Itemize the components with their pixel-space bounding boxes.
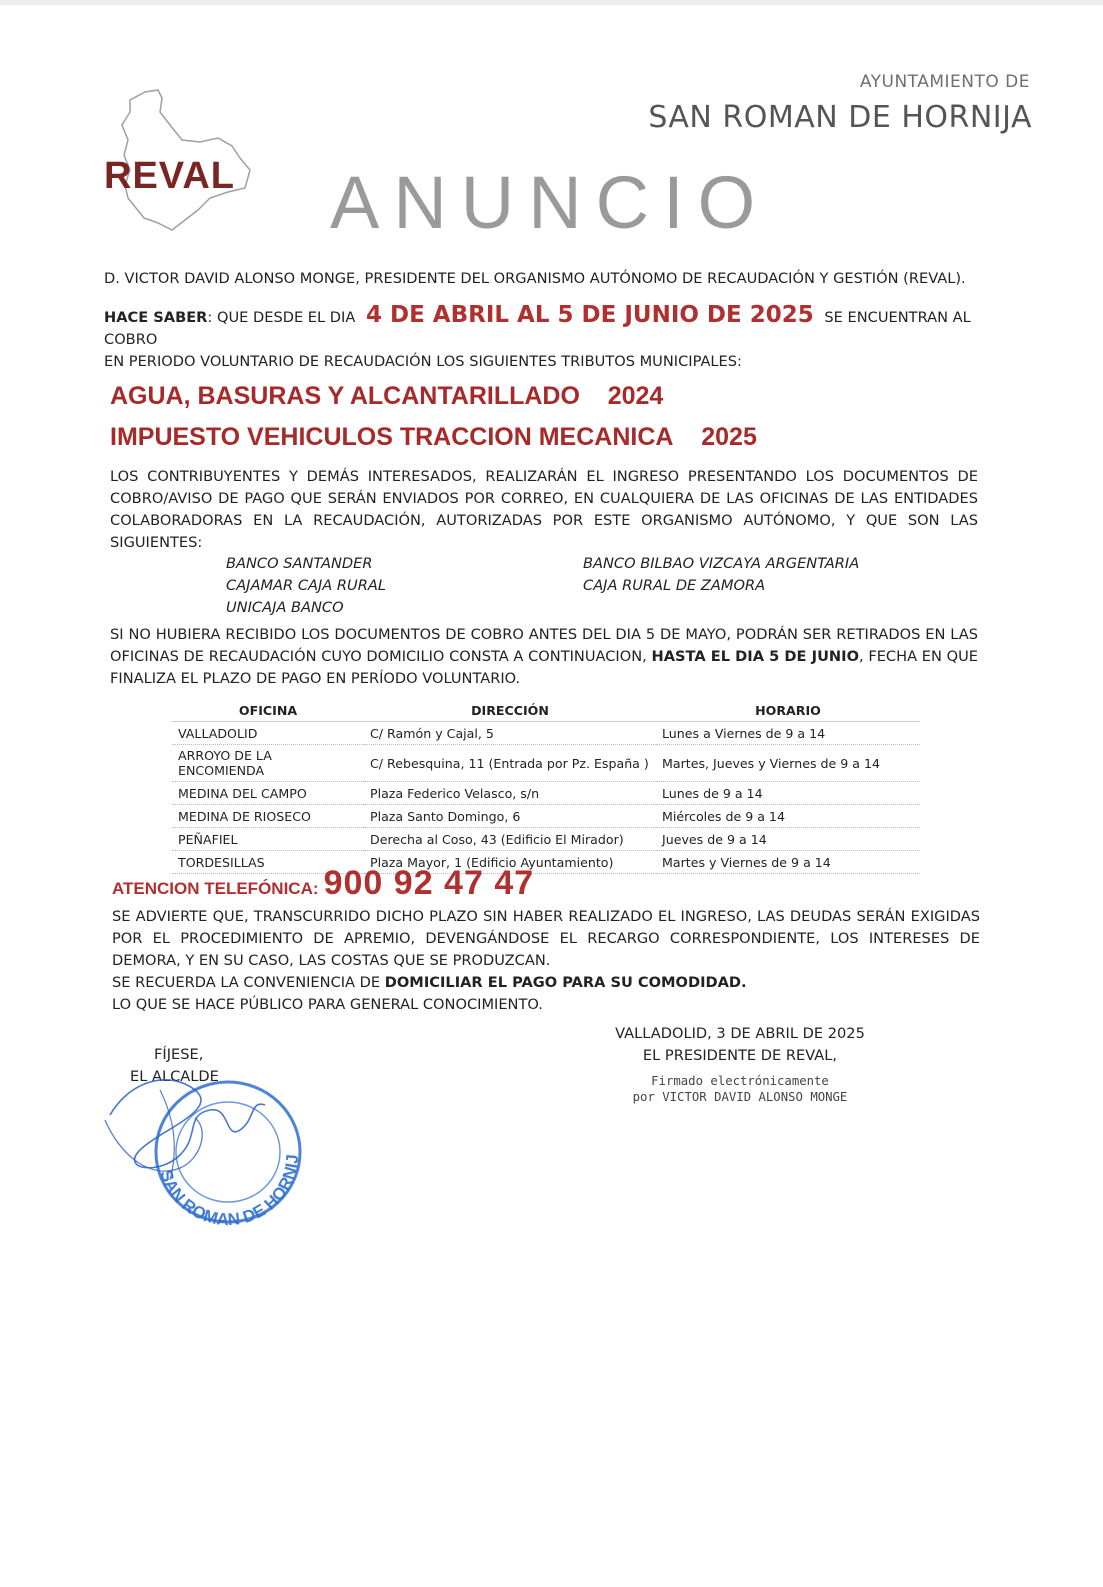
- municipality-prefix: AYUNTAMIENTO DE: [859, 72, 1030, 92]
- signature-block: [580, 1023, 900, 1105]
- sign-role: EL PRESIDENTE DE REVAL,: [642, 1047, 838, 1064]
- office-name: VALLADOLID: [172, 722, 364, 745]
- col-header-horario: HORARIO: [656, 700, 920, 722]
- contribuyentes-paragraph: LOS CONTRIBUYENTES Y DEMÁS INTERESADOS, REALIZARÁN EL INGRESO PRESENTANDO LOS DOCUMENTOS DE COBRO/AVISO DE PAGO QUE SERÁN ENVIADOS POR CORREO, EN CUALQUIERA DE LAS OFICINAS DE LAS ENTIDADES COLABORADORAS EN LA RECAUDACIÓN, AUTORIZADAS POR ESTE ORGANISMO AUTÓNOMO, Y QUE SON LAS SIGUIENTES:: [110, 468, 978, 551]
- no-recibido-paragraph: [110, 624, 978, 690]
- page-top-strip: [0, 0, 1103, 5]
- office-name: MEDINA DE RIOSECO: [172, 805, 364, 828]
- logo-text: REVAL: [104, 155, 235, 197]
- municipality-name: SAN ROMAN DE HORNIJA: [648, 100, 1032, 135]
- phone-label: ATENCION TELEFÓNICA:: [112, 879, 319, 898]
- bank-name: BANCO SANTANDER: [226, 555, 373, 572]
- office-address: Derecha al Coso, 43 (Edificio El Mirador): [364, 828, 656, 851]
- second-line: EN PERIODO VOLUNTARIO DE RECAUDACIÓN LOS SIGUIENTES TRIBUTOS MUNICIPALES:: [104, 353, 742, 370]
- office-address: C/ Rebesquina, 11 (Entrada por Pz. España ): [364, 745, 656, 782]
- advierte-block: [112, 906, 980, 1016]
- alcalde-line: EL ALCALDE: [130, 1068, 219, 1085]
- bank-name: BANCO BILBAO VIZCAYA ARGENTARIA: [583, 555, 860, 572]
- province-map-icon: [100, 80, 260, 240]
- after-period-text: SE ENCUENTRAN AL COBRO: [104, 309, 971, 348]
- page-title: ANUNCIO: [330, 161, 770, 244]
- office-name: ARROYO DE LA ENCOMIENDA: [172, 745, 364, 782]
- tax-name: IMPUESTO VEHICULOS TRACCION MECANICA: [110, 423, 674, 451]
- tax-item-2: [110, 423, 757, 452]
- no-recibido-text: SI NO HUBIERA RECIBIDO LOS DOCUMENTOS DE COBRO ANTES DEL DIA 5 DE MAYO, PODRÁN SER RETIRADOS EN LAS OFICINAS DE RECAUDACIÓN CUYO DOMICILIO CONSTA A CONTINUACION,: [110, 626, 978, 665]
- office-name: MEDINA DEL CAMPO: [172, 782, 364, 805]
- office-hours: Lunes a Viernes de 9 a 14: [656, 722, 920, 745]
- hace-saber-label: HACE SABER: [104, 309, 208, 326]
- sign-electronic-1: Firmado electrónicamente: [651, 1074, 829, 1088]
- collection-period: 4 DE ABRIL AL 5 DE JUNIO DE 2025: [365, 302, 814, 328]
- office-hours: Jueves de 9 a 14: [656, 828, 920, 851]
- table-row: [172, 782, 920, 805]
- tax-item-1: [110, 382, 663, 411]
- president-line: D. VICTOR DAVID ALONSO MONGE, PRESIDENTE DEL ORGANISMO AUTÓNOMO DE RECAUDACIÓN Y GESTIÓN (REVAL).: [104, 270, 966, 287]
- publico-line: LO QUE SE HACE PÚBLICO PARA GENERAL CONOCIMIENTO.: [112, 996, 543, 1013]
- office-hours: Martes, Jueves y Viernes de 9 a 14: [656, 745, 920, 782]
- phone-line: [112, 864, 534, 903]
- bank-column-left: [226, 553, 386, 619]
- deadline-bold: HASTA EL DIA 5 DE JUNIO: [651, 648, 859, 665]
- table-row: [172, 722, 920, 745]
- stamp-seal-icon: [100, 1060, 310, 1230]
- table-header-row: [172, 700, 920, 722]
- table-row: [172, 828, 920, 851]
- hace-saber-rest: : QUE DESDE EL DIA: [207, 309, 356, 326]
- tax-year: 2024: [607, 382, 664, 410]
- office-hours: Lunes de 9 a 14: [656, 782, 920, 805]
- hace-saber-paragraph: [104, 304, 1004, 373]
- recuerda-text: SE RECUERDA LA CONVENIENCIA DE: [112, 974, 381, 991]
- stamp-ring-text: SAN ROMAN DE HORNIJ: [156, 1153, 303, 1230]
- office-name: TORDESILLAS: [172, 851, 364, 874]
- municipal-stamp: [100, 1060, 310, 1230]
- office-address: Plaza Federico Velasco, s/n: [364, 782, 656, 805]
- phone-number: 900 92 47 47: [323, 864, 535, 902]
- bank-name: CAJAMAR CAJA RURAL: [226, 577, 386, 594]
- sign-electronic-2: por VICTOR DAVID ALONSO MONGE: [632, 1090, 848, 1104]
- tax-year: 2025: [701, 423, 757, 451]
- bank-column-right: [583, 553, 859, 597]
- fijese-line: FÍJESE,: [154, 1046, 204, 1063]
- bank-name: CAJA RURAL DE ZAMORA: [583, 577, 766, 594]
- domiciliar-bold: DOMICILIAR EL PAGO PARA SU COMODIDAD.: [384, 974, 747, 991]
- table-row: [172, 805, 920, 828]
- offices-table: [172, 700, 920, 874]
- no-recibido-text-end: , FECHA EN QUE FINALIZA EL PLAZO DE PAGO EN PERÍODO VOLUNTARIO.: [110, 648, 978, 687]
- advierte-text: SE ADVIERTE QUE, TRANSCURRIDO DICHO PLAZO SIN HABER REALIZADO EL INGRESO, LAS DEUDAS SERÁN EXIGIDAS POR EL PROCEDIMIENTO DE APREMIO, DEVENGÁNDOSE EL RECARGO CORRESPONDIENTE, LOS INTERESES DE DEMORA, Y EN SU CASO, LAS COSTAS QUE SE PRODUZCAN.: [112, 908, 980, 969]
- recuerda-line: [112, 972, 980, 994]
- bank-name: UNICAJA BANCO: [226, 599, 344, 616]
- col-header-oficina: OFICINA: [172, 700, 364, 722]
- office-hours: Martes y Viernes de 9 a 14: [656, 851, 920, 874]
- col-header-direccion: DIRECCIÓN: [364, 700, 656, 722]
- sign-place-date: VALLADOLID, 3 DE ABRIL DE 2025: [615, 1025, 865, 1042]
- office-address: Plaza Santo Domingo, 6: [364, 805, 656, 828]
- tax-name: AGUA, BASURAS Y ALCANTARILLADO: [110, 382, 580, 410]
- office-address: Plaza Mayor, 1 (Edificio Ayuntamiento): [364, 851, 656, 874]
- office-address: C/ Ramón y Cajal, 5: [364, 722, 656, 745]
- office-hours: Miércoles de 9 a 14: [656, 805, 920, 828]
- table-row: [172, 745, 920, 782]
- reval-logo: [100, 80, 260, 240]
- office-name: PEÑAFIEL: [172, 828, 364, 851]
